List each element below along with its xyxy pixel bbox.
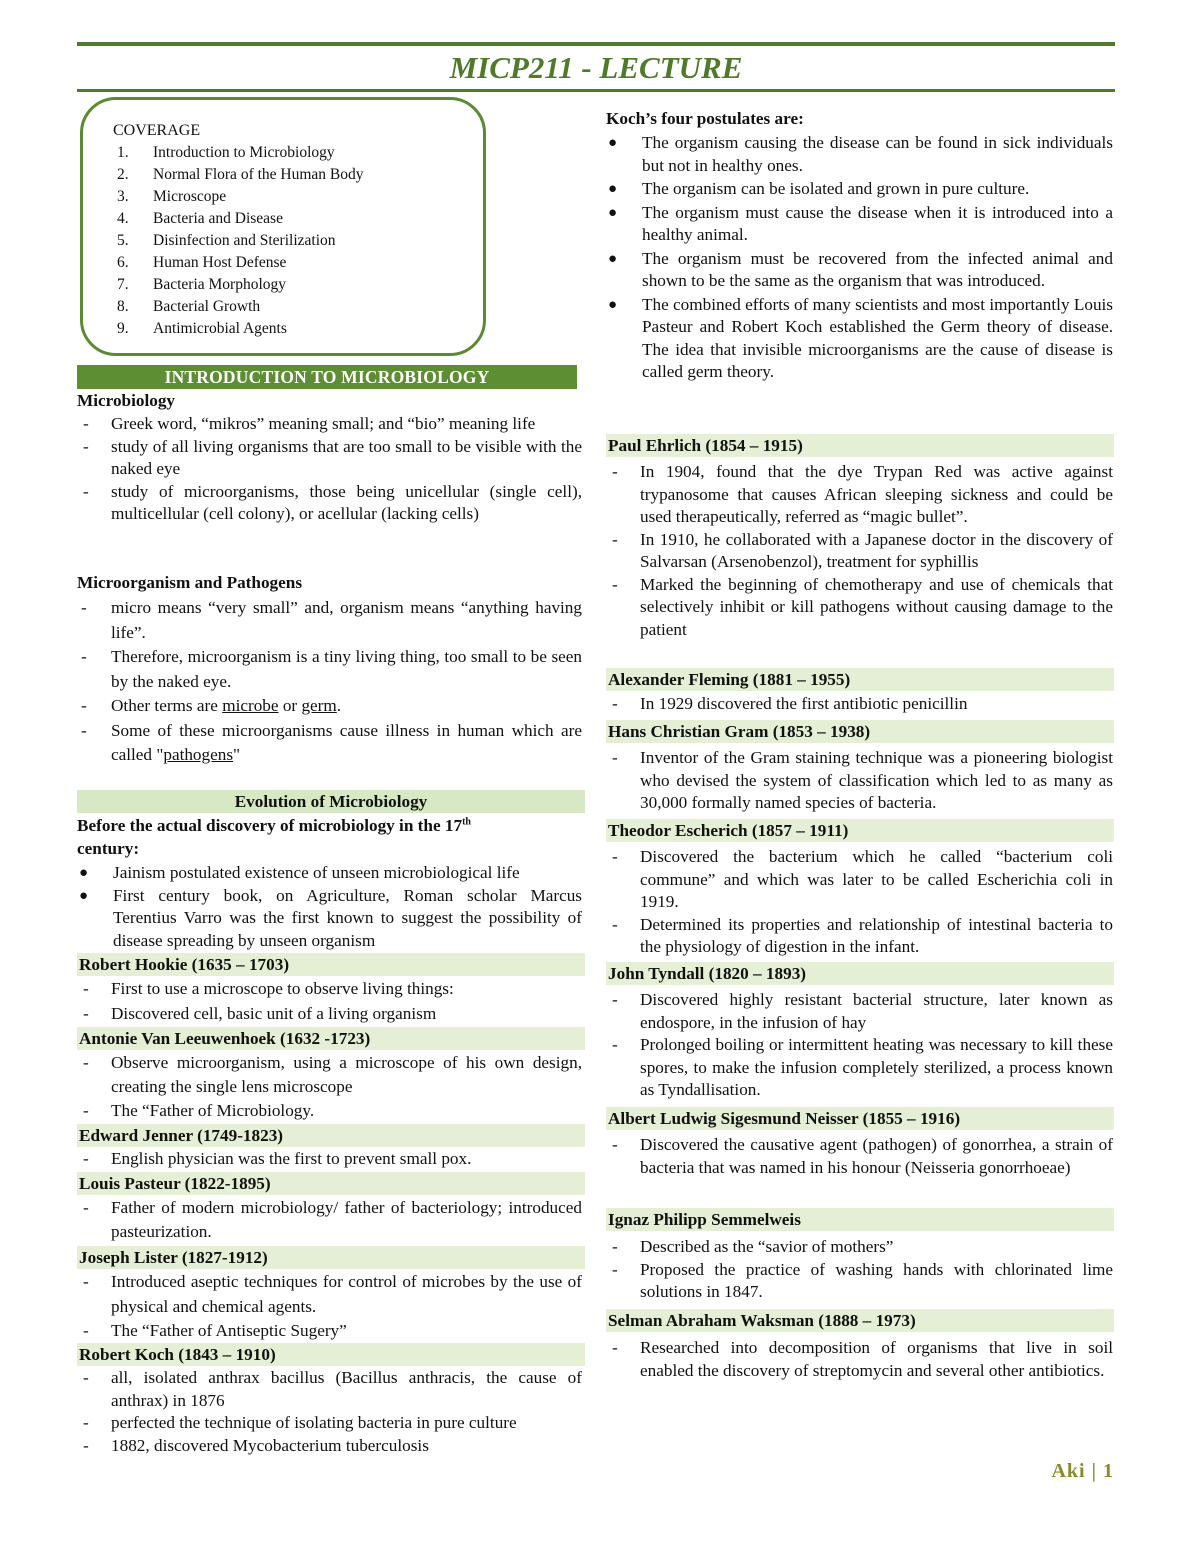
person-header: Albert Ludwig Sigesmund Neisser (1855 – 1916) [606, 1107, 1114, 1130]
evolution-header: Evolution of Microbiology [77, 790, 585, 813]
list-item: - Proposed the practice of washing hands with chlorinated lime solutions in 1847. [612, 1259, 1113, 1301]
person-header: Selman Abraham Waksman (1888 – 1973) [606, 1309, 1114, 1332]
list-item: - 1882, discovered Mycobacterium tuberculosis [83, 1435, 429, 1455]
germ-term: germ [301, 696, 337, 715]
microbiology-heading: Microbiology [77, 391, 176, 410]
person-header: Alexander Fleming (1881 – 1955) [606, 668, 1114, 691]
list-item: - Therefore, microorganism is a tiny living thing, too small to be seen by the naked eye. [81, 647, 582, 691]
person-list [606, 1134, 1113, 1179]
list-item: ● The organism must cause the disease when it is introduced into a healthy animal. [608, 202, 1113, 244]
person-list [77, 1148, 582, 1171]
person-list [77, 1196, 582, 1244]
person-list [606, 1337, 1113, 1382]
list-item: 6. Human Host Defense [117, 254, 287, 271]
list-item: - Father of modern microbiology/ father of bacteriology; introduced pasteurization. [83, 1198, 582, 1241]
page-title: MICP211 - LECTURE [449, 50, 743, 85]
person-list [77, 1270, 582, 1344]
person-list [77, 977, 582, 1026]
coverage-box [80, 97, 486, 356]
person-header: Robert Hookie (1635 – 1703) [77, 953, 585, 976]
list-item: - Discovered cell, basic unit of a living organism [83, 1003, 437, 1023]
person-header: John Tyndall (1820 – 1893) [606, 962, 1114, 985]
list-item: - Researched into decomposition of organisms that live in soil enabled the discovery of streptomycin and several other antibiotics. [612, 1338, 1113, 1380]
list-item: - study of all living organisms that are too small to be visible with the naked eye [83, 436, 582, 478]
list-item: - In 1910, he collaborated with a Japanese doctor in the discovery of Salvarsan (Arsenobenzol), treatment for syphillis [612, 529, 1113, 571]
person-header: Edward Jenner (1749-1823) [77, 1124, 585, 1147]
list-item: 5. Disinfection and Sterilization [117, 232, 336, 249]
list-item: - Discovered the bacterium which he called “bacterium coli commune” and which was later to be called Escherichia coli in 1919. [612, 847, 1113, 911]
page-footer: Aki | 1 [1051, 1460, 1114, 1482]
list-item: - all, isolated anthrax bacillus (Bacillus anthracis, the cause of anthrax) in 1876 [83, 1368, 582, 1410]
person-list [606, 846, 1113, 959]
list-item: - Greek word, “mikros” meaning small; and “bio” meaning life [83, 414, 536, 433]
person-list [77, 1051, 582, 1123]
list-item: 9. Antimicrobial Agents [117, 320, 287, 337]
list-item: ● The organism must be recovered from the infected animal and shown to be the same as the organism that was introduced. [608, 248, 1113, 290]
list-item: - In 1929 discovered the first antibiotic penicillin [612, 694, 968, 713]
list-item: ● The combined efforts of many scientists and most importantly Louis Pasteur and Robert Koch established the Germ theory of disease. The idea that invisible microorganisms are the cause of disease is called germ theory. [608, 294, 1113, 381]
list-item: - Other terms are microbe or germ. [81, 696, 342, 715]
list-item: - micro means “very small” and, organism means “anything having life”. [81, 598, 582, 642]
koch-postulates-list [606, 132, 1113, 384]
microbiology-list [77, 413, 582, 526]
coverage-title: COVERAGE [113, 122, 201, 139]
list-item: 4. Bacteria and Disease [117, 210, 283, 227]
list-item: - Marked the beginning of chemotherapy and use of chemicals that selectively inhibit or kill pathogens without causing damage to the patient [612, 574, 1113, 639]
before-list [77, 862, 582, 952]
person-list [606, 1236, 1113, 1304]
coverage-list [113, 142, 483, 340]
person-header: Robert Koch (1843 – 1910) [77, 1343, 585, 1366]
list-item: 3. Microscope [117, 188, 227, 205]
list-item: - Determined its properties and relationship of intestinal bacteria to the physiology of digestion in the infant. [612, 914, 1113, 956]
person-header: Theodor Escherich (1857 – 1911) [606, 819, 1114, 842]
person-list [606, 693, 1113, 716]
microbe-term: microbe [222, 696, 279, 715]
person-header: Hans Christian Gram (1853 – 1938) [606, 720, 1114, 743]
list-item: - Introduced aseptic techniques for control of microbes by the use of physical and chemical agents. [83, 1272, 582, 1316]
list-item: 2. Normal Flora of the Human Body [117, 166, 364, 183]
person-header: Paul Ehrlich (1854 – 1915) [606, 434, 1114, 457]
list-item: - study of microorganisms, those being unicellular (single cell), multicellular (cell colony), or acellular (lacking cells) [83, 481, 582, 523]
list-item: - Inventor of the Gram staining technique was a pioneering biologist who devised the system of classification which led to as many as 30,000 formally named species of bacteria. [612, 748, 1113, 812]
list-item: - First to use a microscope to observe living things: [83, 979, 454, 998]
list-item: - Discovered the causative agent (pathogen) of gonorrhea, a strain of bacteria that was named in his honour (Neisseria gonorrhoeae) [612, 1135, 1113, 1177]
person-list [606, 989, 1113, 1102]
pathogens-term: pathogens [163, 745, 234, 764]
pathogens-heading: Microorganism and Pathogens [77, 573, 303, 592]
list-item: - English physician was the first to prevent small pox. [83, 1149, 472, 1168]
list-item: - Some of these microorganisms cause illness in human which are called "pathogens" [81, 720, 582, 764]
list-item: ● The organism can be isolated and grown in pure culture. [608, 179, 1030, 198]
list-item: ● The organism causing the disease can be found in sick individuals but not in healthy ones. [608, 133, 1113, 175]
person-header: Ignaz Philipp Semmelweis [606, 1208, 1114, 1231]
intro-section-header: INTRODUCTION TO MICROBIOLOGY [77, 365, 577, 389]
person-list [606, 461, 1113, 641]
koch-postulates-heading: Koch’s four postulates are: [606, 109, 804, 128]
list-item: - Observe microorganism, using a microscope of his own design, creating the single lens microscope [83, 1053, 582, 1096]
list-item: - The “Father of Antiseptic Sugery” [83, 1321, 347, 1340]
list-item: 1. Introduction to Microbiology [117, 144, 335, 161]
before-heading: Before the actual discovery of microbiology in the 17th century: [77, 816, 471, 858]
person-header: Louis Pasteur (1822-1895) [77, 1172, 585, 1195]
person-list [606, 747, 1113, 815]
header-bar [77, 42, 1115, 92]
person-header: Joseph Lister (1827-1912) [77, 1246, 585, 1269]
pathogens-list [77, 596, 582, 768]
list-item: ● Jainism postulated existence of unseen microbiological life [79, 863, 520, 882]
person-list [77, 1367, 582, 1457]
list-item: 7. Bacteria Morphology [117, 276, 287, 293]
list-item: - perfected the technique of isolating bacteria in pure culture [83, 1413, 517, 1432]
list-item: 8. Bacterial Growth [117, 298, 261, 315]
list-item: ● First century book, on Agriculture, Roman scholar Marcus Terentius Varro was the first known to suggest the possibility of disease spreading by unseen organism [79, 885, 582, 950]
list-item: - Prolonged boiling or intermittent heating was necessary to kill these spores, to make the infusion completely sterilized, a process known as Tyndallisation. [612, 1035, 1113, 1099]
list-item: - Described as the “savior of mothers” [612, 1237, 894, 1256]
list-item: - In 1904, found that the dye Trypan Red was active against trypanosome that causes African sleeping sickness and could be used therapeutically, referred as “magic bullet”. [612, 462, 1113, 526]
person-header: Antonie Van Leeuwenhoek (1632 -1723) [77, 1027, 585, 1050]
list-item: - Discovered highly resistant bacterial structure, later known as endospore, in the infusion of hay [612, 990, 1113, 1032]
list-item: - The “Father of Microbiology. [83, 1101, 315, 1120]
